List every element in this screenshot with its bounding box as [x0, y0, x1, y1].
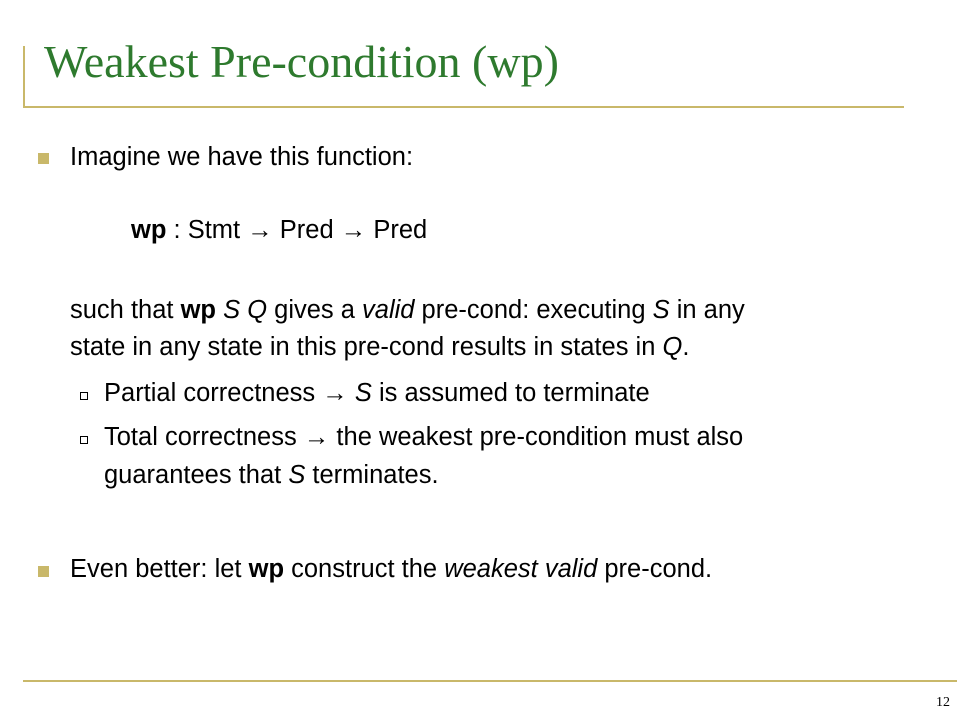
sub-bullet-marker	[80, 436, 88, 444]
sub-bullet-total-correctness-continued: guarantees that S terminates.	[104, 461, 439, 489]
title-accent-horizontal-rule	[23, 106, 904, 108]
bullet-intro-text: Imagine we have this function:	[70, 143, 414, 171]
bullet-even-better-text: Even better: let wp construct the weakest valid pre-cond.	[70, 555, 713, 583]
arrow-icon: →	[333, 216, 374, 244]
function-signature: wp : Stmt → Pred → Pred	[131, 216, 428, 244]
arrow-icon: →	[322, 379, 348, 407]
arrow-icon: →	[240, 216, 280, 244]
bullet-marker	[38, 153, 49, 164]
page-number: 12	[936, 695, 950, 710]
footer-rule	[23, 680, 957, 682]
signature-name: wp	[131, 216, 167, 244]
bullet-marker	[38, 566, 49, 577]
slide-title: Weakest Pre-condition (wp)	[44, 36, 559, 87]
description-line-1: such that wp S Q gives a valid pre-cond: executing S in any	[70, 296, 745, 324]
sub-bullet-total-correctness: Total correctness → the weakest pre-condition must also	[104, 423, 744, 451]
sub-bullet-partial-correctness: Partial correctness → S is assumed to terminate	[104, 379, 650, 407]
description-line-2: state in any state in this pre-cond results in states in Q.	[70, 333, 690, 361]
arrow-icon: →	[303, 423, 330, 451]
sub-bullet-marker	[80, 392, 88, 400]
title-accent-vertical-rule	[23, 46, 25, 108]
